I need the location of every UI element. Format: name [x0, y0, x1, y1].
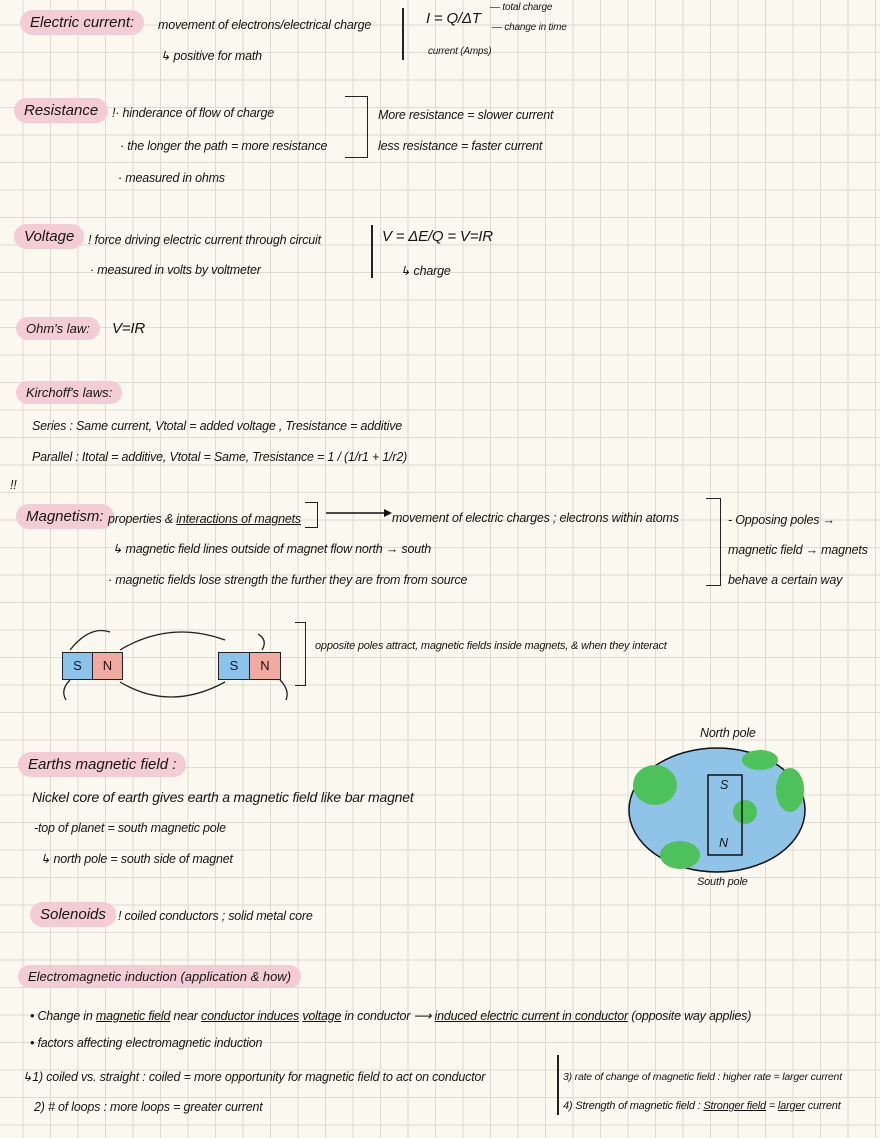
heading-resistance: Resistance — [14, 98, 108, 123]
text: 4) Strength of magnetic field : — [563, 1100, 704, 1112]
text: larger — [777, 1100, 805, 1112]
magnet-diagram-note: opposite poles attract, magnetic fields inside magnets, & when they interact — [315, 640, 667, 652]
resistance-point: · measured in ohms — [118, 171, 225, 185]
heading-magnetism: Magnetism: — [16, 504, 114, 529]
heading-induction: Electromagnetic induction (application & how) — [18, 965, 301, 988]
electric-current-note: ↳ positive for math — [160, 49, 262, 63]
ohms-law-formula: V=IR — [112, 320, 145, 337]
resistance-point: !· hinderance of flow of charge — [112, 106, 274, 120]
kirchoff-parallel: Parallel : Itotal = additive, Vtotal = Same, Tresistance = 1 / (1/r1 + 1/r2) — [32, 450, 408, 464]
text: Stronger field — [703, 1100, 766, 1112]
definition-prefix: properties & — [108, 512, 177, 526]
magnet-south: S — [63, 653, 93, 679]
total-charge-label: — total charge — [490, 2, 553, 13]
text: near — [170, 1009, 202, 1023]
heading-ohms-law: Ohm's law: — [16, 317, 100, 340]
text: conductor induces — [201, 1009, 300, 1023]
magnetism-point: · magnetic fields lose strength the further they are from from source — [108, 573, 468, 587]
heading-earth: Earths magnetic field : — [18, 752, 186, 777]
north-pole-label: North pole — [700, 726, 756, 740]
text: magnetic field — [95, 1009, 171, 1023]
text: (opposite way applies) — [627, 1009, 752, 1023]
magnetism-cause: movement of electric charges ; electrons within atoms — [392, 511, 679, 525]
earth-point: Nickel core of earth gives earth a magnetic field like bar magnet — [32, 789, 414, 805]
earth-magnet-n: N — [719, 836, 728, 850]
magnetism-side: magnetic field → magnets — [728, 543, 868, 557]
text: • Change in — [30, 1009, 96, 1023]
text: current — [804, 1100, 841, 1112]
induction-bullet-1 — [30, 1008, 751, 1023]
arrow-head — [384, 509, 392, 517]
resistance-effect: More resistance = slower current — [378, 108, 554, 122]
current-formula: I = Q/ΔT — [426, 10, 481, 27]
magnet-2 — [218, 652, 281, 680]
magnetism-side: behave a certain way — [728, 573, 843, 587]
text: voltage — [302, 1009, 342, 1023]
heading-electric-current: Electric current: — [20, 10, 144, 35]
exclaim: !! — [10, 478, 17, 492]
text: induced electric current in conductor — [434, 1009, 628, 1023]
south-pole-label: South pole — [697, 876, 748, 888]
earth-diagram — [629, 748, 805, 872]
definition-underlined: interactions of magnets — [176, 512, 301, 526]
voltage-point: ! force driving electric current through circuit — [88, 233, 321, 247]
factor-4 — [563, 1100, 841, 1112]
resistance-effect: less resistance = faster current — [378, 139, 543, 153]
voltage-point: · measured in volts by voltmeter — [90, 263, 261, 277]
text: = — [765, 1100, 778, 1112]
magnet-north: N — [250, 653, 280, 679]
electric-current-definition: movement of electrons/electrical charge — [158, 18, 372, 32]
divider — [557, 1055, 559, 1115]
voltage-note: ↳ charge — [400, 264, 451, 278]
factor-2: 2) # of loops : more loops = greater current — [34, 1100, 263, 1114]
factor-1: ↳1) coiled vs. straight : coiled = more opportunity for magnetic field to act on conductor — [22, 1070, 486, 1084]
magnet-1 — [62, 652, 123, 680]
change-in-time-label: — change in time — [492, 22, 567, 33]
factor-3: 3) rate of change of magnetic field : higher rate = larger current — [563, 1071, 842, 1083]
heading-kirchoff: Kirchoff's laws: — [16, 381, 122, 404]
magnet-north: N — [93, 653, 122, 679]
magnetism-side: - Opposing poles → — [728, 513, 835, 527]
earth-magnet-s: S — [720, 778, 729, 792]
text: in conductor ⟶ — [341, 1009, 435, 1023]
earth-point: -top of planet = south magnetic pole — [34, 821, 226, 835]
solenoids-definition: ! coiled conductors ; solid metal core — [118, 909, 313, 923]
induction-bullet-2: • factors affecting electromagnetic induction — [30, 1036, 263, 1050]
magnet-south: S — [219, 653, 250, 679]
kirchoff-series: Series : Same current, Vtotal = added voltage , Tresistance = additive — [32, 419, 403, 433]
magnetism-point: ↳ magnetic field lines outside of magnet flow north → south — [112, 542, 431, 556]
earth-point: ↳ north pole = south side of magnet — [40, 852, 233, 866]
heading-solenoids: Solenoids — [30, 902, 116, 927]
current-amps-label: current (Amps) — [428, 46, 492, 57]
resistance-point: · the longer the path = more resistance — [120, 139, 328, 153]
voltage-formula: V = ΔE/Q = V=IR — [382, 228, 493, 245]
bracket — [295, 622, 306, 686]
heading-voltage: Voltage — [14, 224, 84, 249]
